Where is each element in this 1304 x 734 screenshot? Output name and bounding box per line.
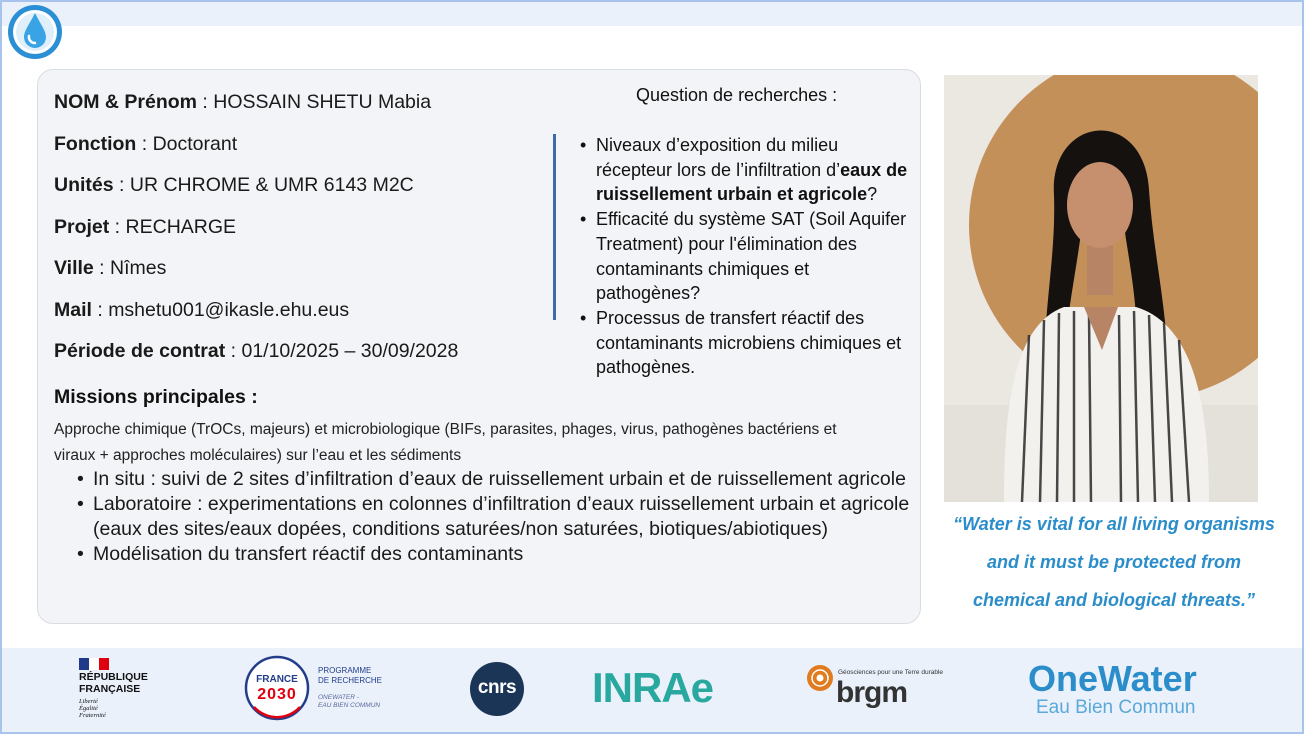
function-value: : Doctorant: [136, 132, 238, 155]
brgm-logo: [806, 662, 966, 718]
project-row: [54, 213, 458, 255]
mail-label: Mail: [54, 298, 92, 321]
research-question-3: • Processus de transfert réactif des contaminants microbiens chimiques et pathogènes.: [578, 306, 918, 380]
missions-title: Missions principales :: [54, 386, 258, 408]
prog-line-2: DE RECHERCHE: [318, 676, 383, 685]
mail-value: : mshetu001@ikasle.ehu.eus: [91, 298, 350, 321]
france-2030-logo: [244, 655, 394, 723]
brgm-tagline: Géosciences pour une Terre durable: [838, 669, 944, 676]
prog-line-3: ONEWATER -: [318, 694, 359, 701]
vertical-divider: [553, 134, 556, 320]
quote-line-2: and it must be protected from: [986, 552, 1242, 572]
prog-line-1: PROGRAMME: [318, 666, 372, 675]
quote-line-1: “Water is vital for all living organisms: [953, 514, 1275, 534]
france-word: FRANCE: [256, 674, 298, 685]
rf-line-2: FRANÇAISE: [79, 683, 141, 695]
project-label: Projet: [54, 215, 110, 238]
header-band: [2, 2, 1302, 26]
function-label: Fonction: [54, 132, 137, 155]
rf-motto-3: Fraternité: [79, 712, 106, 719]
mail-row: [54, 296, 458, 338]
rf-line-1: RÉPUBLIQUE: [79, 671, 148, 683]
function-row: [54, 130, 458, 172]
units-row: [54, 171, 458, 213]
quote-line-3: chemical and biological threats.”: [972, 590, 1256, 610]
research-questions-list: [578, 133, 918, 380]
onewater-logo: [1028, 658, 1248, 720]
city-label: Ville: [54, 257, 94, 279]
rf-motto-1: Liberté: [79, 698, 98, 705]
research-question-2: • Efficacité du système SAT (Soil Aquifer Treatment) pour l'élimination des contaminants chimiques et pathogènes?: [578, 207, 918, 306]
mission-item: • Laboratoire : experimentations en colonnes d’infiltration d’eaux ruissellement urbain et agricole (eaux des sites/eaux dopées, conditions saturées/non saturées, biotiques/abiotiques): [75, 492, 915, 542]
brgm-shell-icon: [806, 664, 834, 692]
research-title: Question de recherches :: [636, 85, 838, 105]
marianne-flag-icon: [79, 658, 109, 670]
research-question-1-bold: eaux de ruissellement urbain et agricole: [596, 159, 908, 205]
research-question-1: [578, 133, 918, 207]
name-row: [54, 88, 458, 130]
research-question-1-text: Niveaux d’exposition du milieu récepteur lors de l’infiltration d’: [596, 135, 841, 180]
units-value: : UR CHROME & UMR 6143 M2C: [113, 174, 414, 196]
research-question-1-end: ?: [867, 184, 878, 205]
period-row: [54, 337, 458, 379]
portrait-photo: [944, 75, 1258, 502]
missions-list: [75, 467, 915, 567]
period-value: : 01/10/2025 – 30/09/2028: [225, 340, 459, 362]
inrae-logo: INRAe: [592, 664, 714, 711]
onewater-title: OneWater: [1028, 658, 1197, 699]
city-value: : Nîmes: [93, 257, 167, 279]
project-value: : RECHARGE: [109, 215, 237, 238]
name-value: : HOSSAIN SHETU Mabia: [197, 91, 432, 113]
onewater-subtitle: Eau Bien Commun: [1036, 697, 1196, 718]
name-label: NOM & Prénom: [54, 91, 198, 113]
cnrs-text: cnrs: [477, 677, 517, 698]
missions-intro: Approche chimique (TrOCs, majeurs) et microbiologique (BIFs, parasites, phages, virus, pathogènes bactériens et viraux + approches moléculaires) sur l’eau et les sédiments: [54, 421, 837, 464]
units-label: Unités: [54, 174, 114, 196]
rf-motto-2: Égalité: [79, 705, 98, 712]
republique-francaise-logo: [79, 658, 159, 724]
period-label: Période de contrat: [54, 340, 226, 362]
prog-line-4: EAU BIEN COMMUN: [318, 702, 381, 709]
quote: [928, 505, 1300, 619]
mission-item: • In situ : suivi de 2 sites d’infiltration d’eaux de ruissellement urbain et de ruissellement agricole: [75, 467, 915, 492]
cnrs-logo: [470, 662, 524, 716]
brgm-text: brgm: [836, 676, 907, 709]
water-drop-logo-icon: [6, 3, 64, 61]
profile-info: [54, 88, 458, 379]
city-row: [54, 254, 458, 296]
france-year: 2030: [257, 686, 297, 703]
mission-item: • Modélisation du transfert réactif des contaminants: [75, 542, 915, 567]
